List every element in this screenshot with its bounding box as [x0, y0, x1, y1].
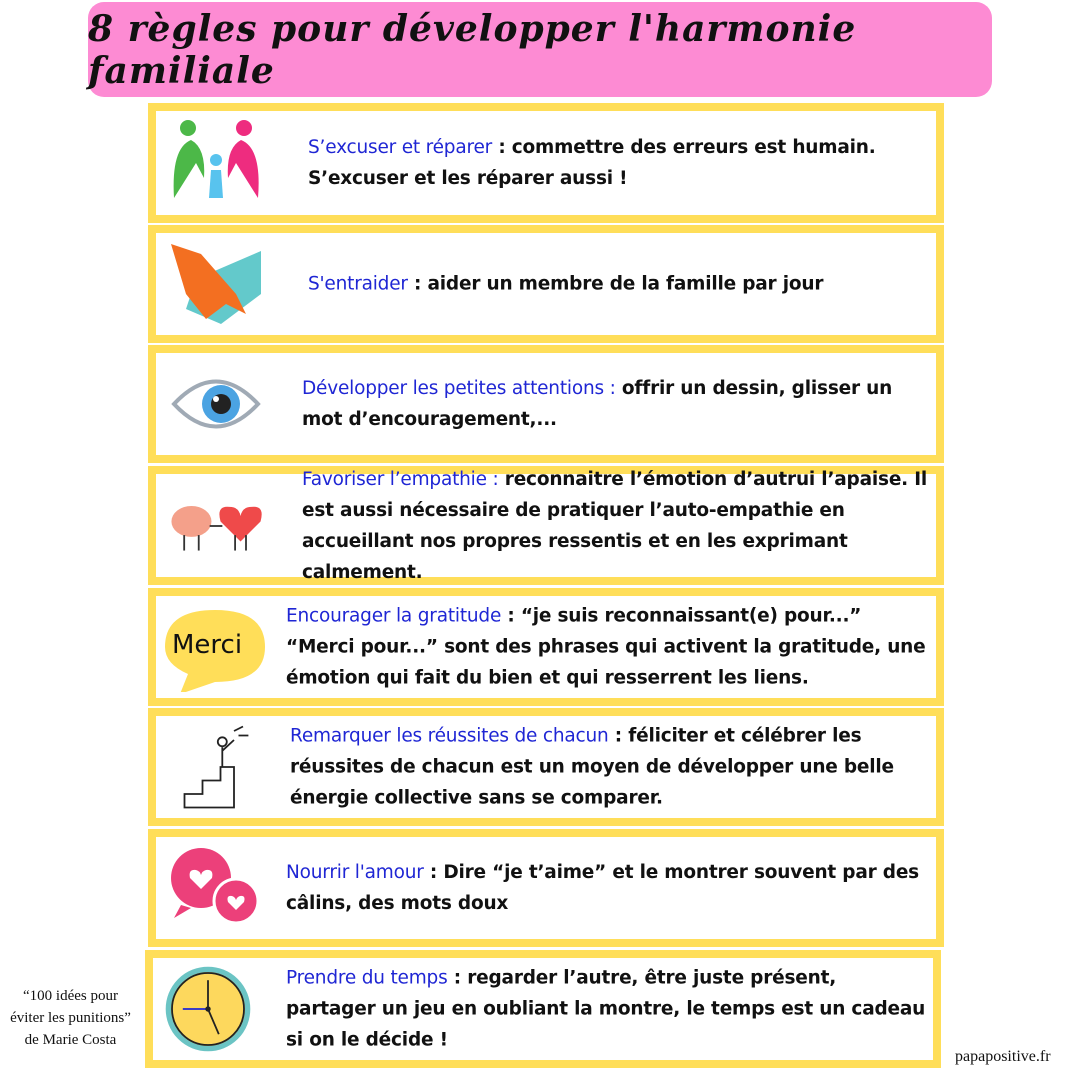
rule-body: reconnaitre l’émotion d’autrui l’apaise. Il est aussi nécessaire de pratiquer l’auto-empathie en accueillant nos propres ressentis et en les exprimant calmement. [302, 468, 928, 583]
page-title: 8 règles pour développer l'harmonie familiale [88, 7, 857, 92]
rule-heading: Prendre du temps [286, 967, 448, 989]
rule-heading: Favoriser l’empathie : [302, 468, 499, 490]
rule-heading: S’excuser et réparer [308, 137, 493, 158]
rule-8 [145, 950, 941, 1068]
clock-icon [163, 964, 253, 1054]
rule-body: Dire “je t’aime” et le montrer souvent par des câlins, des mots doux [286, 862, 919, 914]
rule-heading: S'entraider [308, 273, 408, 295]
rule-heading: Remarquer les réussites de chacun [290, 725, 609, 747]
rule-3 [148, 345, 944, 463]
rule-body: féliciter et célébrer les réussites de chacun est un moyen de développer une belle énergie collective sans se comparer. [290, 725, 894, 809]
separator: : [492, 137, 512, 158]
rule-1 [148, 103, 944, 223]
separator: : [501, 605, 521, 627]
stairs-success-icon [166, 722, 266, 812]
separator: : [608, 725, 629, 747]
merci-label: Merci [172, 630, 243, 660]
eye-icon [166, 359, 266, 449]
helping-hands-icon [166, 239, 266, 329]
family-icon [166, 118, 266, 208]
merci-bubble-icon [160, 602, 270, 692]
rule-heading: Nourrir l'amour [286, 862, 424, 883]
separator: : [447, 967, 468, 989]
rule-7 [148, 829, 944, 947]
rule-body: “je suis reconnaissant(e) pour...” “Merci pour...” sont des phrases qui activent la gratitude, une émotion qui fait du bien et qui resserrent les liens. [286, 605, 926, 689]
rule-heading: Développer les petites attentions : [302, 378, 616, 399]
rule-5 [148, 588, 944, 706]
rule-body: offrir un dessin, glisser un mot d’encouragement,... [302, 378, 893, 430]
rule-6 [148, 708, 944, 826]
website-link[interactable]: papapositive.fr [955, 1048, 1051, 1065]
hearts-bubble-icon [166, 843, 266, 933]
title-banner [88, 2, 992, 97]
book-credit: “100 idées pour éviter les punitions” de Marie Costa [10, 988, 131, 1048]
separator: : [407, 273, 428, 295]
brain-heart-icon [166, 481, 266, 571]
rule-4 [148, 466, 944, 585]
separator: : [423, 862, 444, 883]
rule-body: commettre des erreurs est humain. S’excuser et les réparer aussi ! [308, 137, 876, 189]
rule-body: regarder l’autre, être juste présent, partager un jeu en oubliant la montre, le temps est un cadeau si on le décide ! [286, 967, 926, 1051]
rule-body: aider un membre de la famille par jour [427, 273, 824, 295]
rule-heading: Encourager la gratitude [286, 605, 502, 627]
rule-2 [148, 225, 944, 343]
